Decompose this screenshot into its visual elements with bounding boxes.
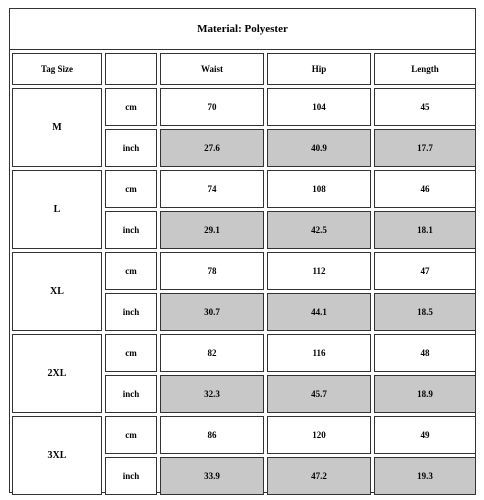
hip-value: 108 <box>267 170 371 208</box>
hip-value: 112 <box>267 252 371 290</box>
header-tag-size: Tag Size <box>12 53 102 85</box>
unit-label: inch <box>105 457 157 495</box>
length-value: 17.7 <box>374 129 476 167</box>
length-value: 47 <box>374 252 476 290</box>
unit-label: cm <box>105 170 157 208</box>
hip-value: 40.9 <box>267 129 371 167</box>
tag-size-cell: 3XL <box>12 416 102 495</box>
chart-title: Material: Polyester <box>9 8 476 50</box>
length-value: 18.1 <box>374 211 476 249</box>
hip-value: 45.7 <box>267 375 371 413</box>
unit-label: inch <box>105 211 157 249</box>
hip-value: 44.1 <box>267 293 371 331</box>
table-row <box>12 416 476 454</box>
length-value: 45 <box>374 88 476 126</box>
header-row <box>12 53 476 85</box>
unit-label: inch <box>105 375 157 413</box>
table-row <box>12 88 476 126</box>
size-chart-body <box>12 53 476 495</box>
length-value: 19.3 <box>374 457 476 495</box>
header-unit <box>105 53 157 85</box>
header-waist: Waist <box>160 53 264 85</box>
length-value: 18.9 <box>374 375 476 413</box>
header-length: Length <box>374 53 476 85</box>
waist-value: 27.6 <box>160 129 264 167</box>
waist-value: 86 <box>160 416 264 454</box>
tag-size-cell: M <box>12 88 102 167</box>
unit-label: inch <box>105 129 157 167</box>
table-row <box>12 334 476 372</box>
hip-value: 42.5 <box>267 211 371 249</box>
waist-value: 82 <box>160 334 264 372</box>
length-value: 46 <box>374 170 476 208</box>
waist-value: 33.9 <box>160 457 264 495</box>
waist-value: 29.1 <box>160 211 264 249</box>
hip-value: 116 <box>267 334 371 372</box>
length-value: 48 <box>374 334 476 372</box>
length-value: 18.5 <box>374 293 476 331</box>
tag-size-cell: XL <box>12 252 102 331</box>
tag-size-cell: L <box>12 170 102 249</box>
unit-label: cm <box>105 88 157 126</box>
hip-value: 47.2 <box>267 457 371 495</box>
size-chart-table <box>9 50 479 498</box>
waist-value: 30.7 <box>160 293 264 331</box>
tag-size-cell: 2XL <box>12 334 102 413</box>
unit-label: cm <box>105 416 157 454</box>
waist-value: 78 <box>160 252 264 290</box>
hip-value: 120 <box>267 416 371 454</box>
unit-label: cm <box>105 334 157 372</box>
unit-label: inch <box>105 293 157 331</box>
unit-label: cm <box>105 252 157 290</box>
table-row <box>12 252 476 290</box>
table-row <box>12 170 476 208</box>
hip-value: 104 <box>267 88 371 126</box>
waist-value: 32.3 <box>160 375 264 413</box>
header-hip: Hip <box>267 53 371 85</box>
waist-value: 70 <box>160 88 264 126</box>
length-value: 49 <box>374 416 476 454</box>
waist-value: 74 <box>160 170 264 208</box>
